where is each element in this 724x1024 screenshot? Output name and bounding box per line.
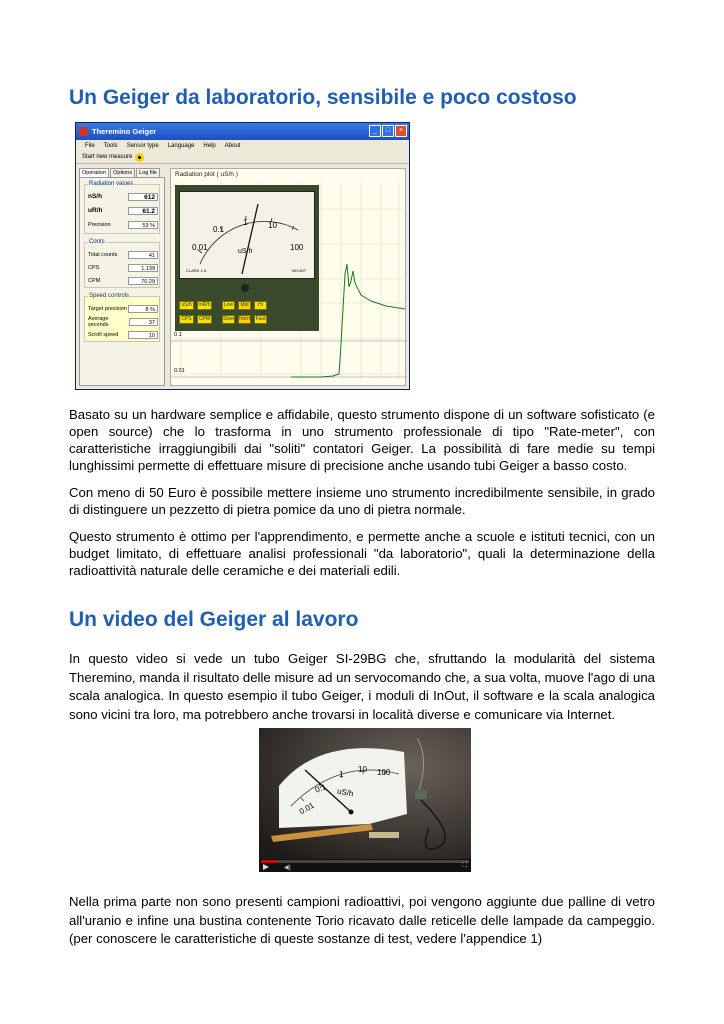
btn-hi[interactable]: Hi <box>254 301 267 310</box>
start-new-measure-button[interactable]: Start new measure <box>82 154 133 160</box>
toolbar <box>76 151 409 164</box>
scroll-speed-input[interactable]: 10 <box>128 331 158 339</box>
app-icon <box>79 127 88 136</box>
btn-mr-h[interactable]: mR/h <box>198 302 211 308</box>
menu-about[interactable]: About <box>224 142 241 149</box>
target-precision-input[interactable]: 8 % <box>128 305 158 313</box>
play-icon[interactable] <box>263 864 269 870</box>
total-counts-value: 41 <box>128 251 158 259</box>
menu-file[interactable]: File <box>85 142 95 149</box>
scroll-speed-label: Scroll speed <box>88 331 119 338</box>
btn-slow[interactable]: Slow <box>223 316 234 322</box>
analog-meter <box>175 185 319 331</box>
photo-scale-0.1: 0.1 <box>313 782 328 795</box>
btn-us-h[interactable]: uS/h <box>179 301 194 310</box>
meter-dial <box>180 192 314 278</box>
meter-unit: uS/h <box>238 248 253 255</box>
page-title: Un Geiger da laboratorio, sensibile e poco costoso <box>69 86 577 109</box>
menu-bar <box>76 140 409 151</box>
paragraph-intro: Basato su un hardware semplice e affidabile, questo strumento dispone di un software sofisticato (e open source) che lo trasforma in uno strumento professionale di tipo "Rate-meter", con caratteristiche irraggiungibili dai "soliti" contatori Geiger. La possibilità di fare medie su tempi lunghissimi permette di effettuare misure di precisione anche usando tubi Geiger a basso costo. <box>69 407 655 473</box>
plot-y-label-0.01: 0.01 <box>174 368 185 374</box>
counts-group <box>84 239 160 288</box>
menu-sensor-type[interactable]: Sensor type <box>126 142 159 149</box>
average-seconds-label: Average seconds <box>88 315 109 328</box>
tab-options[interactable]: Options <box>110 168 135 177</box>
group-title: Speed controls <box>89 293 130 299</box>
menu-tools[interactable]: Tools <box>103 142 118 149</box>
meter-scale-1: 1 <box>243 218 248 227</box>
speed-controls-group <box>84 293 160 342</box>
left-panel <box>79 168 165 386</box>
menu-help[interactable]: Help <box>203 142 216 149</box>
btn-cps[interactable]: CPS <box>179 315 194 324</box>
window-titlebar <box>76 123 409 140</box>
precision-label: Precision <box>88 221 111 228</box>
radiation-icon[interactable] <box>135 153 144 162</box>
close-icon[interactable]: × <box>395 125 407 137</box>
meter-scale-10: 10 <box>268 221 277 230</box>
plot-title: Radiation plot ( uS/h ) <box>175 171 238 178</box>
tab-operation[interactable]: Operation <box>79 168 109 177</box>
btn-cpm[interactable]: CPM <box>198 316 211 322</box>
nsh-value: 612 <box>128 193 158 201</box>
section-title-video: Un video del Geiger al lavoro <box>69 608 359 631</box>
total-counts-label: Total counts <box>88 251 118 258</box>
meter-scale-100: 100 <box>290 243 304 252</box>
meter-model: NO-50T <box>292 268 307 273</box>
btn-mid[interactable]: Mid <box>238 301 251 310</box>
meter-scale-0.01: 0.01 <box>192 243 208 252</box>
precision-value: 53 % <box>128 221 158 229</box>
btn-norm[interactable]: Norm <box>239 316 252 322</box>
nsh-label: nS/h <box>88 193 103 200</box>
photo-unit: uS/h <box>336 786 355 799</box>
paragraph-video: In questo video si vede un tubo Geiger SI-29BG che, sfruttando la modularità del sistema Theremino, manda il risultato delle misure ad un servocomando che, a sua volta, muove l'ago di una scala analogica. In questo esempio il tubo Geiger, i moduli di InOut, il software e la scala analogica sono vicini tra loro, ma potrebbero anche trovarsi in località diverse e comunicare via Internet. <box>69 651 655 722</box>
group-title: Conts <box>89 239 105 245</box>
video-progress-bar[interactable] <box>261 860 469 863</box>
btn-low[interactable]: Low <box>223 302 234 308</box>
app-screenshot <box>75 122 410 390</box>
video-frame[interactable] <box>259 728 471 872</box>
urh-value: 61.2 <box>128 207 158 215</box>
window-title: Theremino Geiger <box>92 127 157 136</box>
urh-label: uR/h <box>88 207 103 214</box>
average-seconds-input[interactable]: 37 <box>129 318 158 326</box>
photo-scale-1: 1 <box>339 770 344 779</box>
cpm-label: CPM <box>88 277 101 284</box>
meter-brand: CLARK 1-5 <box>186 268 207 273</box>
menu-language[interactable]: Language <box>167 142 195 149</box>
maximize-icon[interactable]: □ <box>382 125 394 137</box>
meter-face <box>179 191 315 279</box>
paragraph-schools: Questo strumento è ottimo per l'apprendimento, e permette anche a scuole e istituti tecnici, con un budget limitato, di effettuare analisi professionali "da laboratorio", quali la determinazione della radioattività naturale delle ceramiche e dei materiali edili. <box>69 529 655 578</box>
group-title: Radiation values <box>89 181 134 187</box>
meter-needle <box>242 204 258 274</box>
volume-icon[interactable]: ◀) <box>284 865 291 871</box>
target-precision-label: Target precision <box>88 305 127 312</box>
plot-y-label-0.1: 0.1 <box>174 332 182 338</box>
fullscreen-icon[interactable]: ⛶ <box>462 862 467 869</box>
radiation-values-group <box>84 181 160 234</box>
photo-scale-10: 10 <box>358 765 367 774</box>
meter-scale-0.1: 0.1 <box>213 225 225 234</box>
video-image <box>259 728 471 859</box>
paragraph-cost: Con meno di 50 Euro è possibile mettere insieme uno strumento incredibilmente sensibile, in grado di distinguere un pezzetto di pietra pomice da uno di pietra normale. <box>69 485 655 517</box>
tab-log-file[interactable]: Log file <box>136 168 160 177</box>
cpm-value: 70.29 <box>128 277 158 285</box>
paragraph-samples: Nella prima parte non sono presenti campioni radioattivi, poi vengono aggiunte due palline di vetro all'uranio e infine una bustina contenente Torio ricavato dalle reticelle delle lampade da campeggio. (per conoscere le caratteristiche di queste sostanze di test, vedere l'appendice 1) <box>69 894 655 946</box>
photo-scale-100: 100 <box>377 768 391 777</box>
cps-label: CPS <box>88 264 100 271</box>
meter-screw-icon <box>241 284 249 292</box>
minimize-icon[interactable]: _ <box>369 125 381 137</box>
photo-scale-0.01: 0.01 <box>297 800 316 817</box>
btn-fast[interactable]: Fast <box>255 316 266 322</box>
cps-value: 1.139 <box>128 264 158 272</box>
window-controls <box>369 125 407 137</box>
video-controls <box>259 859 471 872</box>
